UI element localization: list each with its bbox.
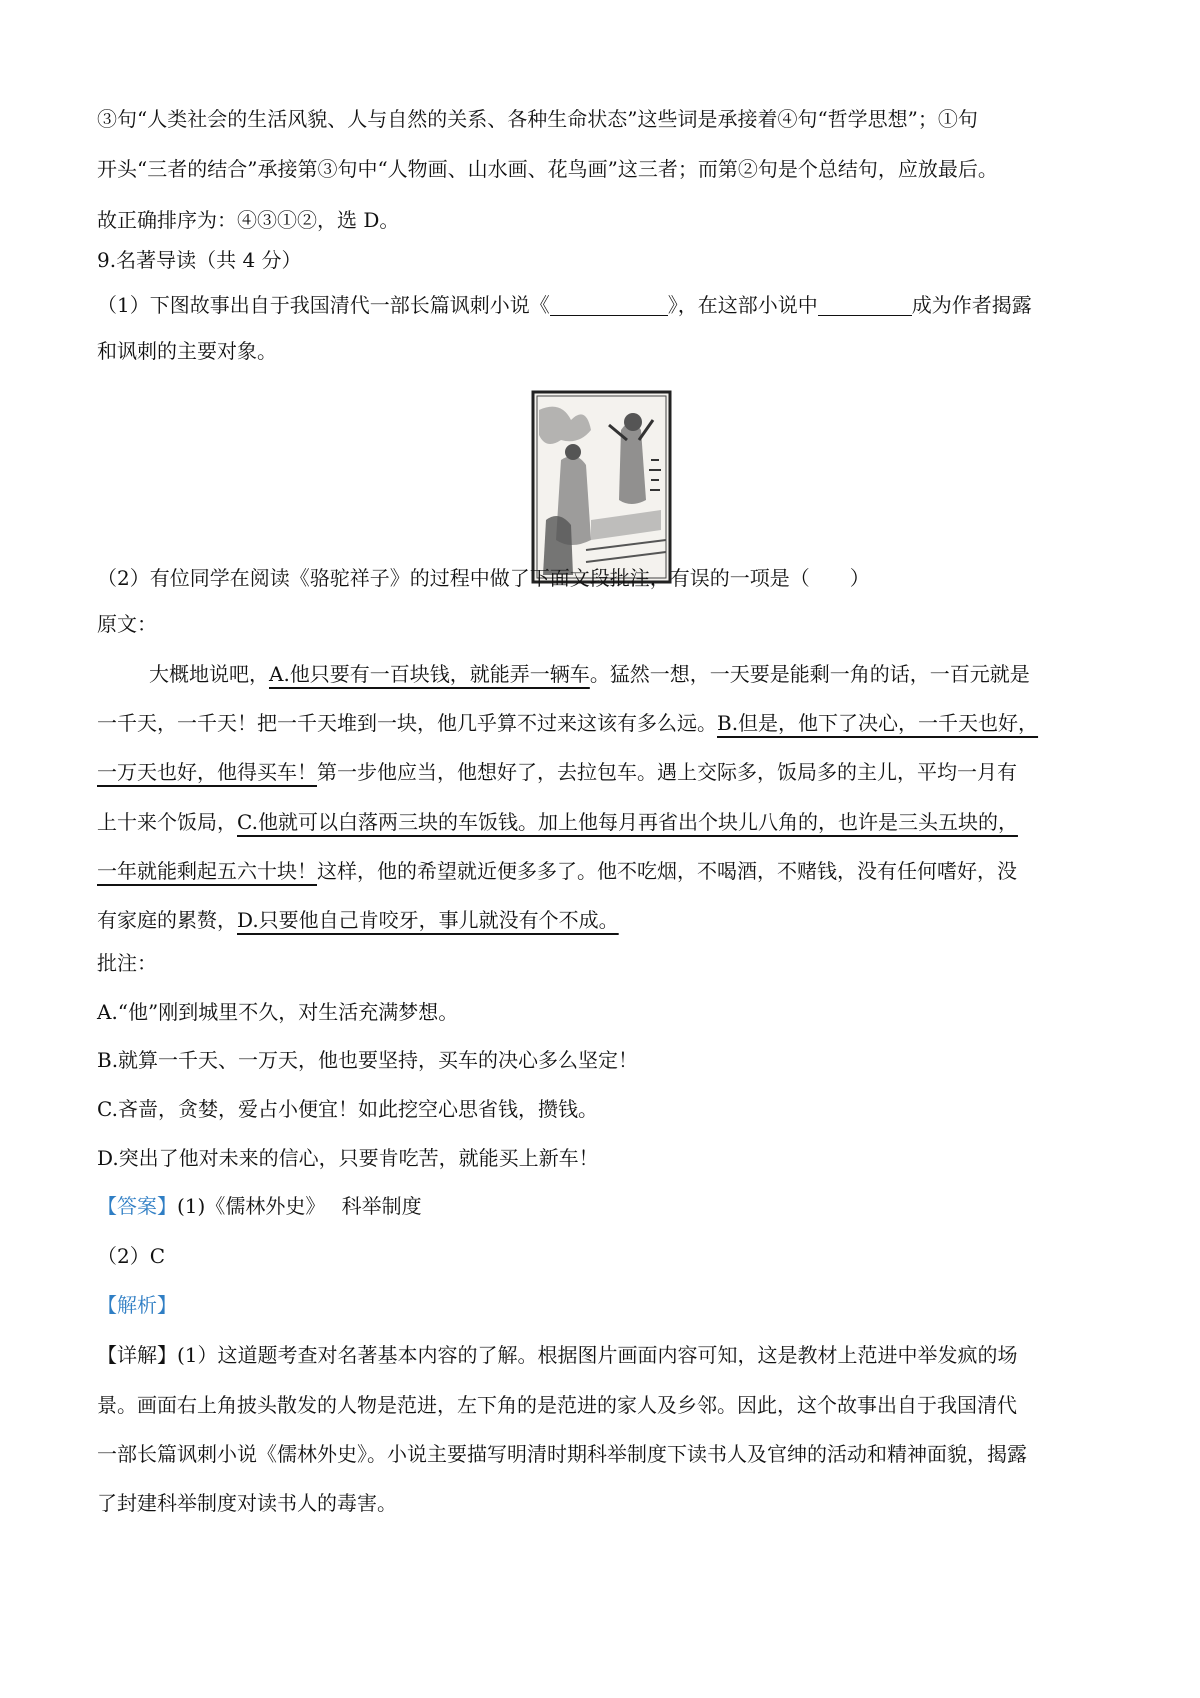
question-heading: 9.名著导读（共 4 分） [97, 248, 302, 272]
explain-line: 开头“三者的结合”承接第③句中“人物画、山水画、花鸟画”这三者；而第②句是个总结句，应放最后。 [97, 157, 998, 181]
answer-text: (1)《儒林外史》 科举制度 [177, 1194, 422, 1218]
answer-blank [818, 287, 912, 316]
note-a: A.“他”刚到城里不久，对生活充满梦想。 [97, 1000, 459, 1024]
detail-tag: 【详解】 [97, 1343, 177, 1367]
question-1 [97, 283, 1101, 328]
passage-text: 这样，他的希望就近便多多了。他不吃烟，不喝酒，不赌钱，没有任何嗜好，没 [317, 859, 1017, 883]
note-label: 批注： [97, 951, 157, 975]
underlined-sentence-c: C.他就可以白落两三块的车饭钱。加上他每月再省出个块儿八角的，也许是三头五块的， [237, 810, 1018, 834]
passage-text: 上十来个饭局， [97, 810, 237, 834]
passage-text: 。猛然一想，一天要是能剩一角的话，一百元就是 [589, 662, 1030, 686]
question-1-text: （1）下图故事出自于我国清代一部长篇讽刺小说《 [97, 293, 550, 317]
detail-line: 一部长篇讽刺小说《儒林外史》。小说主要描写明清时期科举制度下读书人及官绅的活动和精神面貌，揭露 [97, 1442, 1027, 1466]
question-1-text: 》，在这部小说中 [667, 293, 818, 317]
underlined-sentence-b: B.但是，他下了决心，一千天也好， [717, 711, 1039, 735]
answer-line-2: （2）C [97, 1244, 166, 1268]
underlined-sentence-d: D.只要他自己肯咬牙，事儿就没有个不成。 [237, 908, 619, 932]
passage-text: 第一步他应当，他想好了，去拉包车。遇上交际多，饭局多的主儿，平均一月有 [317, 760, 1017, 784]
question-2: （2）有位同学在阅读《骆驼祥子》的过程中做了下面文段批注，有误的一项是（ ） [97, 566, 870, 590]
passage-text: 有家庭的累赘， [97, 908, 237, 932]
passage-line [149, 652, 1101, 697]
note-c: C.吝啬，贪婪，爱占小便宜！如此挖空心思省钱，攒钱。 [97, 1097, 598, 1121]
note-d: D.突出了他对未来的信心，只要肯吃苦，就能买上新车！ [97, 1146, 599, 1170]
passage-line [97, 701, 1101, 746]
explain-line: 故正确排序为：④③①②，选 D。 [97, 208, 400, 232]
passage-text: 一千天，一千天！把一千天堆到一块，他几乎算不过来这该有多么远。 [97, 711, 717, 735]
illustration-fan-jin [531, 390, 672, 584]
note-b: B.就算一千天、一万天，他也要坚持，买车的决心多么坚定！ [97, 1048, 639, 1072]
answer-tag: 【答案】 [97, 1194, 177, 1218]
passage-text: 大概地说吧， [149, 662, 269, 686]
passage-line [97, 750, 1101, 795]
question-1-text: 成为作者揭露 [911, 293, 1032, 317]
analysis-tag: 【解析】 [97, 1293, 177, 1317]
answer-line [97, 1184, 1101, 1229]
question-1-line2: 和讽刺的主要对象。 [97, 339, 277, 363]
underlined-sentence-b: 一万天也好，他得买车！ [97, 760, 317, 784]
underlined-sentence-c: 一年就能剩起五六十块！ [97, 859, 317, 883]
analysis-line [97, 1283, 1101, 1328]
passage-line [97, 800, 1101, 845]
detail-line [97, 1333, 1101, 1378]
answer-blank [550, 287, 668, 316]
explain-line: ③句“人类社会的生活风貌、人与自然的关系、各种生命状态”这些词是承接着④句“哲学思想”；①句 [97, 107, 978, 131]
original-label: 原文： [97, 612, 157, 636]
detail-text: (1）这道题考查对名著基本内容的了解。根据图片画面内容可知，这是教材上范进中举发疯的场 [177, 1343, 1018, 1367]
passage-line [97, 849, 1101, 894]
detail-line: 了封建科举制度对读书人的毒害。 [97, 1491, 397, 1515]
detail-line: 景。画面右上角披头散发的人物是范进，左下角的是范进的家人及乡邻。因此，这个故事出自于我国清代 [97, 1393, 1017, 1417]
passage-line [97, 898, 1101, 943]
underlined-sentence-a: A.他只要有一百块钱，就能弄一辆车 [269, 662, 590, 686]
